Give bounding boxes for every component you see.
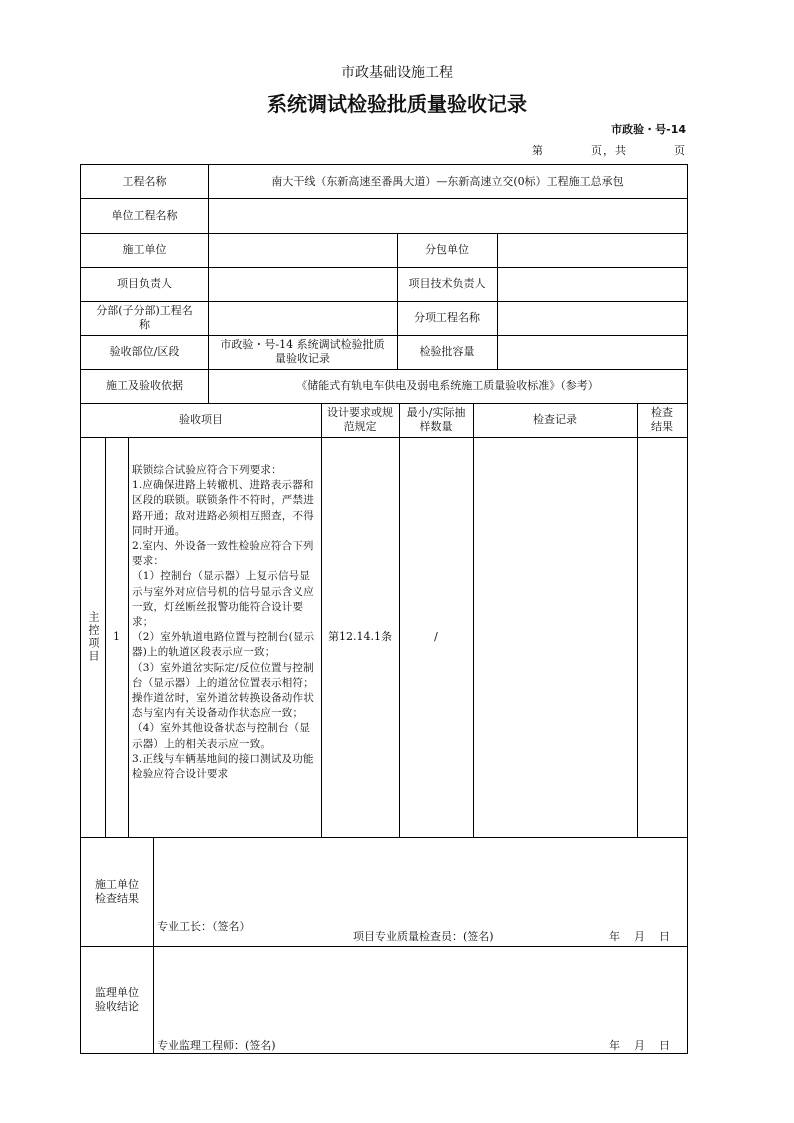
check-record xyxy=(473,437,637,837)
document-title: 系统调试检验批质量验收记录 xyxy=(267,92,527,116)
page-ye: 页 xyxy=(674,144,686,157)
supervision-date: 年 月 日 xyxy=(609,1039,670,1052)
main-control-label: 主控项目 xyxy=(87,611,100,663)
subcontract-value xyxy=(497,233,687,267)
header-record: 检查记录 xyxy=(533,413,577,426)
pm-value xyxy=(208,267,397,301)
batch-label: 检验批容量 xyxy=(419,345,475,358)
form-code: 市政验・号-14 xyxy=(611,123,686,136)
basis-value: 《储能式有轨电车供电及弱电系统施工质量验收标准》（参考） xyxy=(296,379,599,392)
construction-check-label: 施工单位检查结果 xyxy=(95,877,139,905)
project-name-label: 工程名称 xyxy=(122,174,167,188)
header-item: 验收项目 xyxy=(179,413,223,426)
subdivision-value xyxy=(208,301,397,335)
supervision-check-label: 监理单位验收结论 xyxy=(95,985,139,1013)
tech-lead-value xyxy=(497,267,687,301)
basis-label: 施工及验收依据 xyxy=(106,379,183,392)
header-result: 检查结果 xyxy=(651,406,673,433)
construction-unit-value xyxy=(208,233,397,267)
foreman-signature: 专业工长：（签名） xyxy=(157,920,251,933)
record-form xyxy=(80,164,688,1054)
header-design: 设计要求或规范规定 xyxy=(327,406,393,433)
location-value: 市政验・号-14 系统调试检验批质量验收记录 xyxy=(220,338,385,365)
construction-date: 年 月 日 xyxy=(609,930,670,943)
location-label: 验收部位/区段 xyxy=(109,345,180,358)
check-result xyxy=(637,437,687,837)
pm-label: 项目负责人 xyxy=(117,277,172,290)
batch-value xyxy=(497,335,687,369)
requirement-text: 联锁综合试验应符合下列要求： 1.应确保进路上转辙机、进路表示器和区段的联锁。联锁条件不符时，严禁进路开通；敌对进路必须相互照查，不得同时开通。 2.室内、外设备一致性检验应符合下列要求： （1）控制台（显示器）上复示信号显示与室外对应信号机的信号显示含义应一致，灯丝断丝报警功能符合设计要求； （2）室外轨道电路位置与控制台(显示器)上的轨道区段表示应一致； （3）室外道岔实际定/反位位置与控制台（显示器）上的道岔位置表示相符；操作道岔时，室外道岔转换设备动作状态与室内有关设备动作状态应一致； （4）室外其他设备状态与控制台（显示器）上的相关表示应一致。 3.正线与车辆基地间的接口测试及功能检验应符合设计要求 xyxy=(132,464,315,781)
page-di: 第 xyxy=(532,144,544,157)
unit-project-value xyxy=(208,198,687,233)
header-sample: 最小/实际抽样数量 xyxy=(406,406,466,433)
subdivision-label: 分部(子分部)工程名称 xyxy=(96,304,193,331)
sample-quantity: / xyxy=(434,630,438,643)
document-subtitle: 市政基础设施工程 xyxy=(341,65,453,81)
unit-project-label: 单位工程名称 xyxy=(111,208,178,222)
quality-inspector-signature: 项目专业质量检查员：(签名) xyxy=(353,930,494,943)
supervisor-signature: 专业监理工程师：(签名) xyxy=(157,1039,276,1052)
item-number: 1 xyxy=(113,630,120,643)
page-info xyxy=(532,142,686,158)
item-project-value xyxy=(497,301,687,335)
item-project-label: 分项工程名称 xyxy=(414,311,480,324)
design-reference: 第12.14.1条 xyxy=(328,630,392,643)
subcontract-label: 分包单位 xyxy=(425,243,469,256)
project-name-value: 南大干线（东新高速至番禺大道）—东新高速立交(0标）工程施工总承包 xyxy=(271,174,624,188)
construction-unit-label: 施工单位 xyxy=(122,243,167,256)
page-ye-gong: 页，共 xyxy=(591,144,627,157)
tech-lead-label: 项目技术负责人 xyxy=(408,277,486,290)
